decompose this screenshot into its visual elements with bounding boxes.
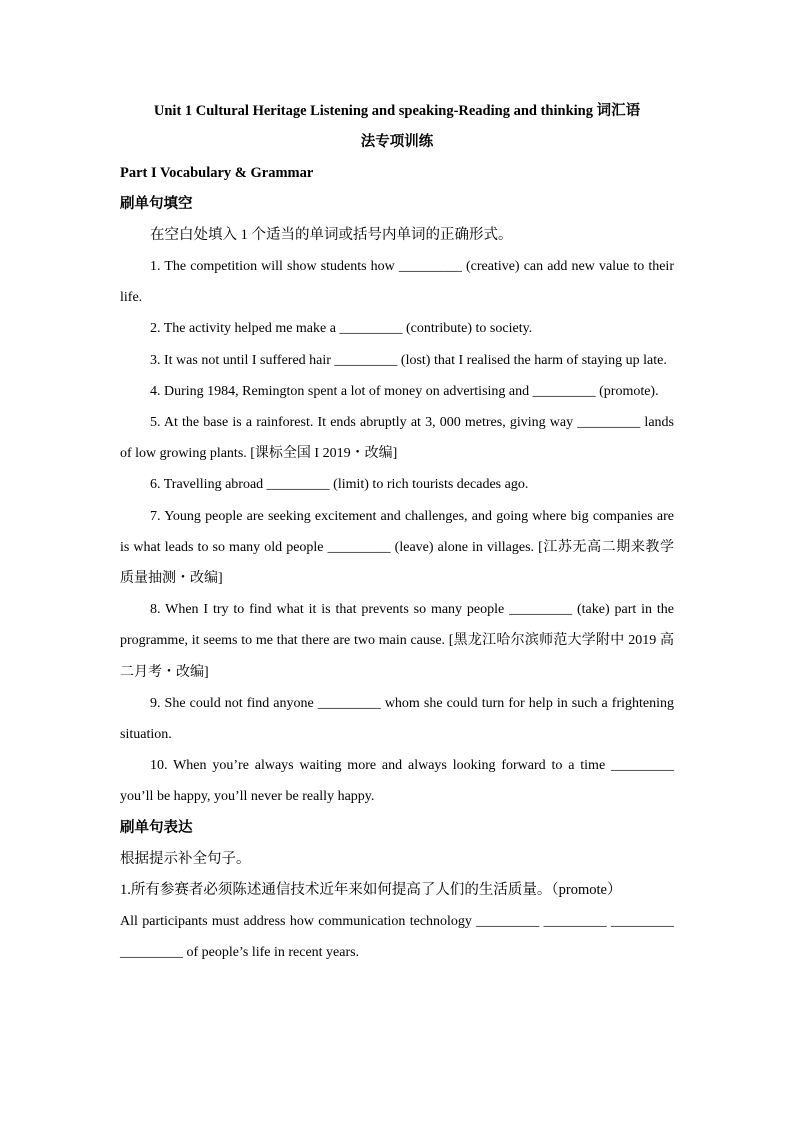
- section-heading-sentence-expression: 刷单句表达: [120, 819, 193, 836]
- exercise-item: 6. Travelling abroad _________ (limit) to rich tourists decades ago.: [150, 477, 529, 493]
- exercise-item: 2. The activity helped me make a _________ (contribute) to society.: [150, 321, 533, 337]
- exercise-item: 9. She could not find anyone _________ whom she could turn for help in such a frightening situation.: [120, 695, 674, 743]
- expression-answer-line: All participants must address how communication technology _________ _________ _________ _________ of people’s life in recent years.: [120, 913, 674, 960]
- document-title: [120, 96, 674, 158]
- exercise-item: 10. When you’re always waiting more and always looking forward to a time _________ you’ll be happy, you’ll never be really happy.: [120, 758, 674, 805]
- title-line-1: Unit 1 Cultural Heritage Listening and speaking-Reading and thinking 词汇语: [153, 103, 641, 119]
- document-page: [120, 96, 674, 968]
- section-heading-fill-blank: 刷单句填空: [120, 196, 193, 212]
- title-line-2: 法专项训练: [360, 134, 434, 150]
- exercise-item: 4. During 1984, Remington spent a lot of money on advertising and _________ (promote).: [150, 383, 659, 399]
- exercise-item: 5. At the base is a rainforest. It ends abruptly at 3, 000 metres, giving way _________ lands of low growing plants. [课标全国 I 2019・改编]: [120, 415, 674, 462]
- section-instruction-fill-blank: 在空白处填入 1 个适当的单词或括号内单词的正确形式。: [150, 227, 513, 243]
- part-heading: Part I Vocabulary & Grammar: [120, 165, 314, 181]
- exercise-item: 3. It was not until I suffered hair _________ (lost) that I realised the harm of staying up late.: [150, 352, 667, 368]
- exercise-item: 1. The competition will show students how _________ (creative) can add new value to their life.: [120, 259, 674, 306]
- exercise-item: 8. When I try to find what it is that prevents so many people _________ (take) part in the programme, it seems to me that there are two main cause. [黑龙江哈尔滨师范大学附中 2019 高二月考・改编]: [120, 602, 674, 680]
- exercise-item: 7. Young people are seeking excitement and challenges, and going where big companies are is what leads to so many old people _________ (leave) alone in villages. [江苏无高二期来教学质量抽测・改编]: [120, 508, 674, 587]
- section-instruction-sentence-expression: 根据提示补全句子。: [120, 850, 251, 867]
- expression-prompt: 1.所有参赛者必须陈述通信技术近年来如何提高了人们的生活质量。（promote）: [120, 881, 622, 898]
